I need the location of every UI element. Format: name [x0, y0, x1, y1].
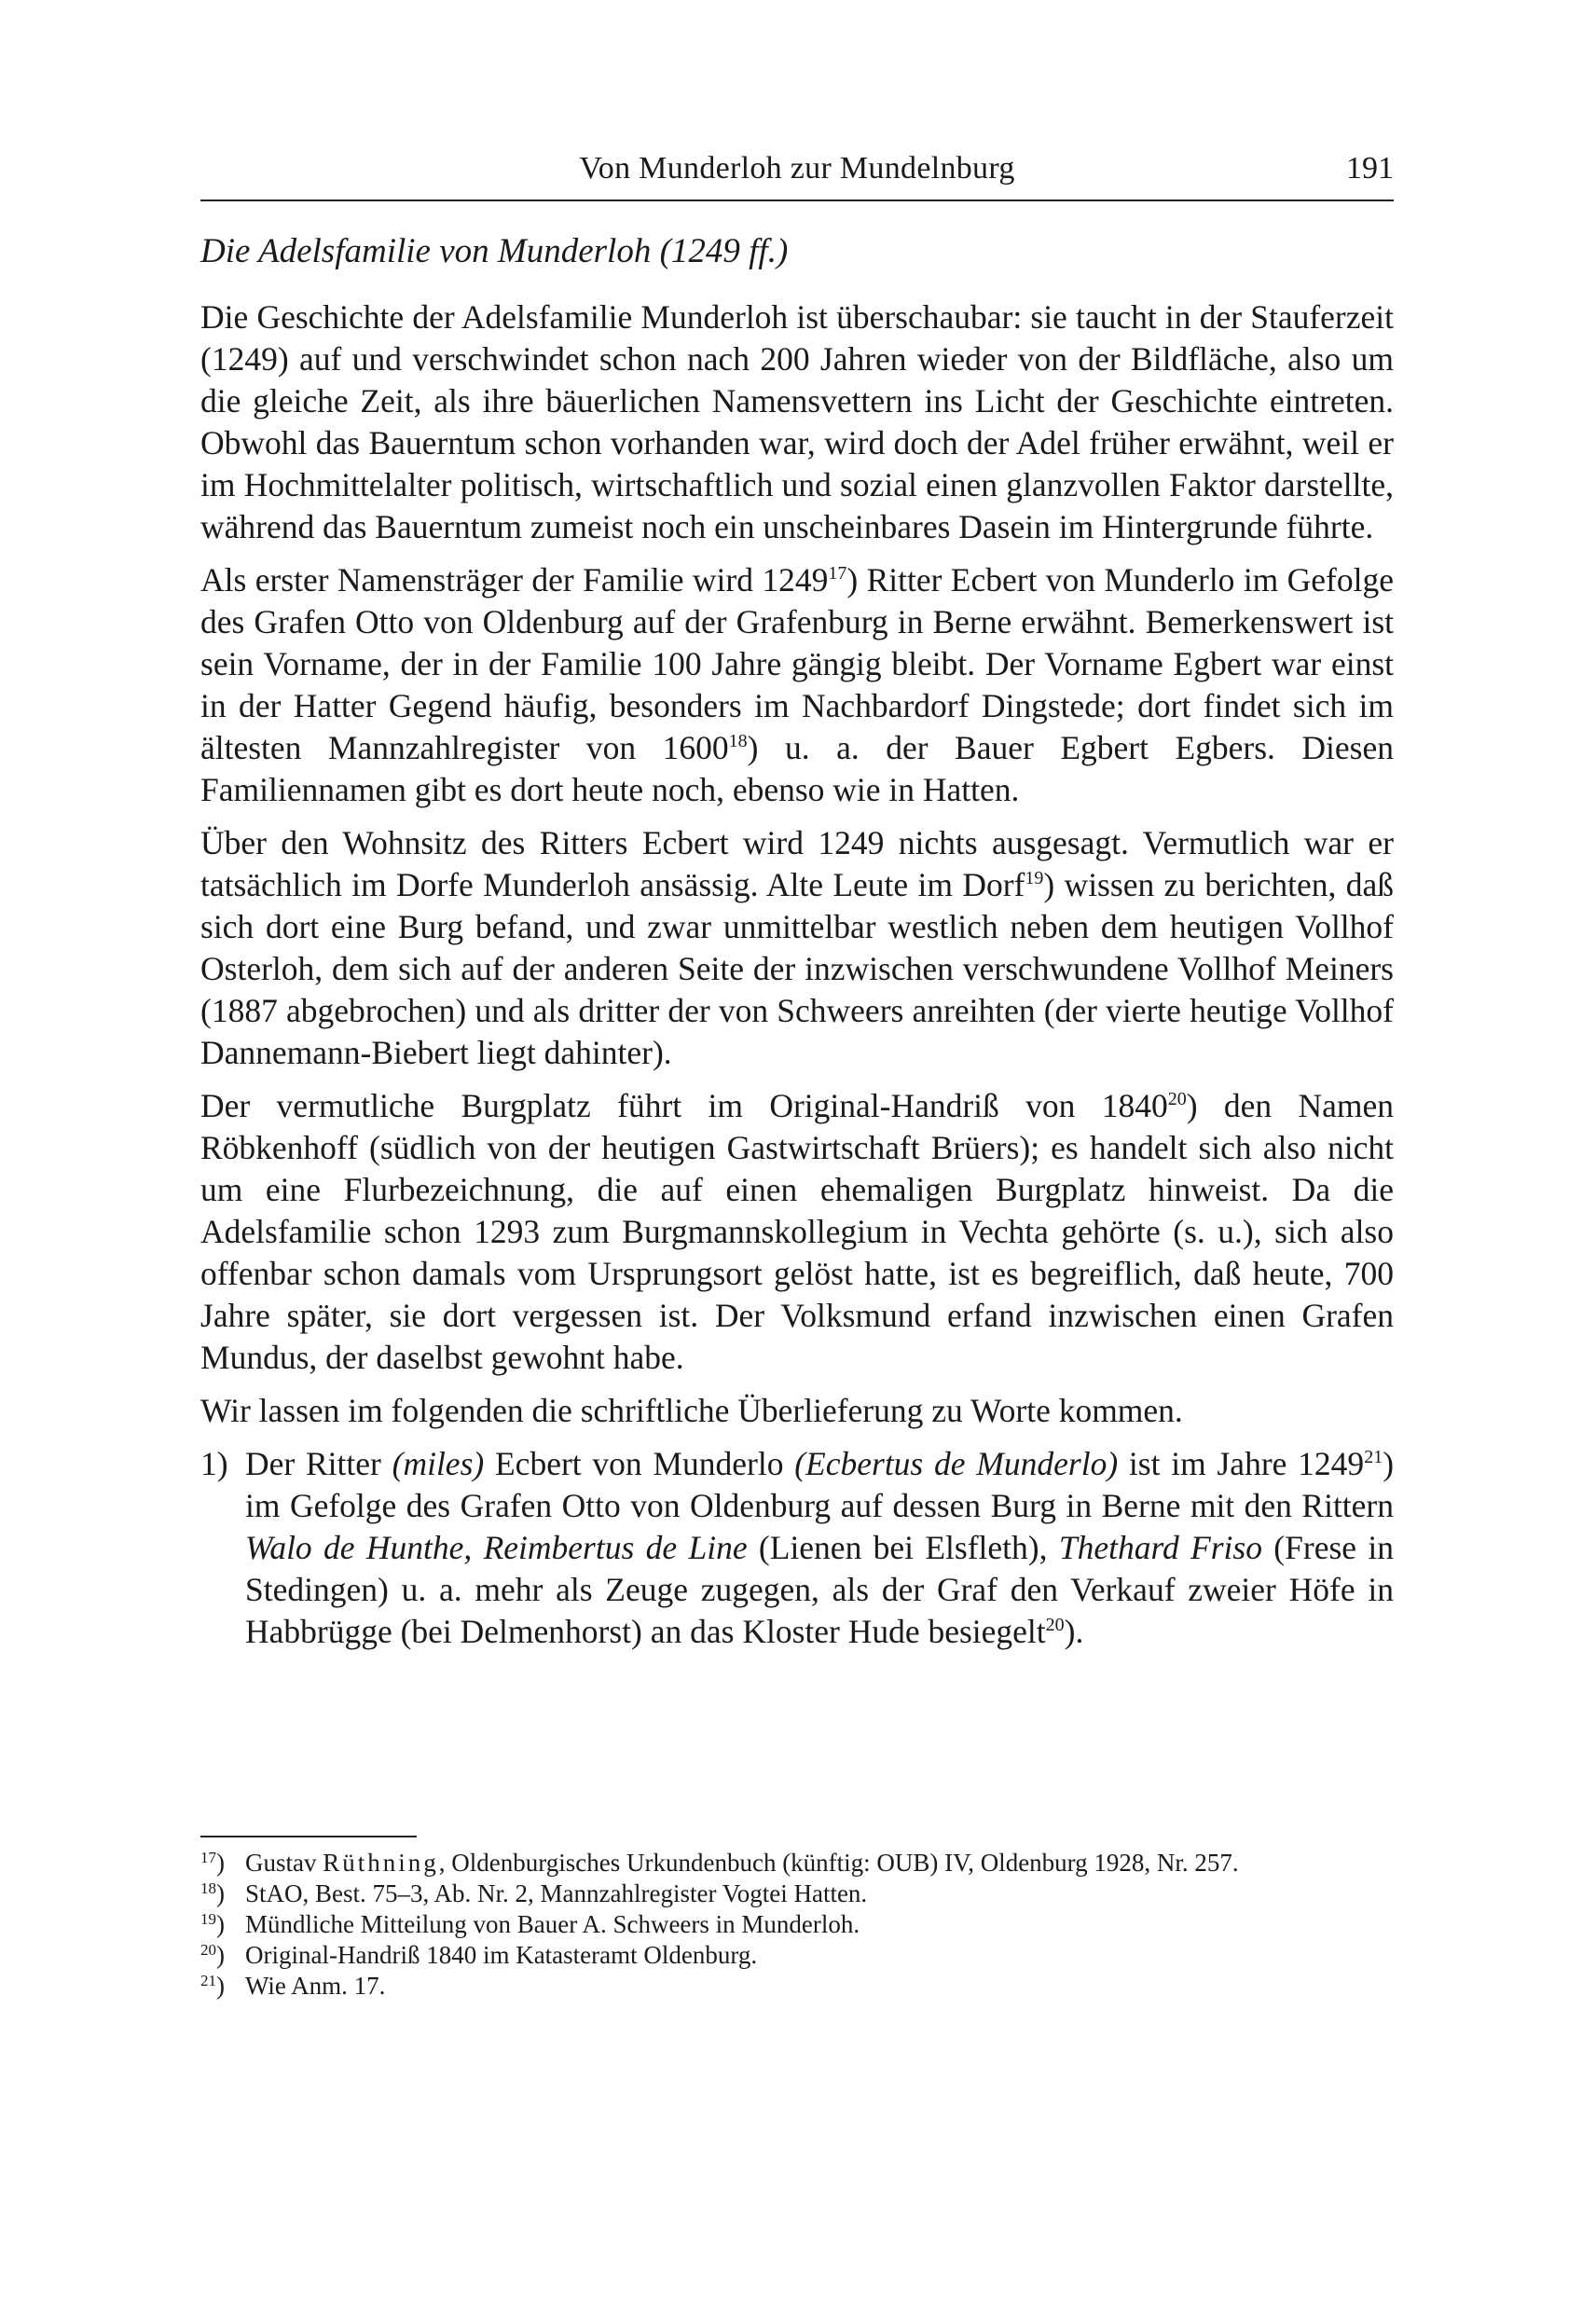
footnote-mark: $^{17}$) [200, 1849, 225, 1877]
footnote-ref-18: 18 [728, 731, 748, 751]
list-italic-3: Walo de Hunthe, Reimbertus de Line [245, 1529, 748, 1566]
footnote-lead: Gustav [245, 1849, 323, 1877]
footnote-19 [200, 1909, 1394, 1940]
list-italic-1: (miles) [392, 1445, 485, 1482]
paragraph-4-text-b: ) den Namen Röbkenhoff (südlich von der heutigen Gastwirtschaft Brüers); es handelt sich also nicht um eine Flurbezeichnung, die auf einen ehemaligen Burgplatz hinweist. Da die Adelsfamilie schon 1293 zum Burgmannskollegium in Vechta gehörte (s. u.), sich also offenbar schon damals vom Ursprungsort gelöst hatte, ist es begreiflich, daß heute, 700 Jahre später, sie dort vergessen ist. Der Volksmund erfand inzwischen einen Grafen Mundus, der daselbst gewohnt habe. [200, 1087, 1395, 1376]
footnote-mark: $^{18}$) [200, 1879, 225, 1907]
paragraph-4-text-a: Der vermutliche Burgplatz führt im Original-Handriß von 1840 [200, 1087, 1168, 1124]
footnote-text: Wie Anm. 17. [245, 1972, 386, 2000]
section-title: Die Adelsfamilie von Munderloh (1249 ff.) [200, 232, 789, 270]
footnote-ref-21: 21 [1364, 1447, 1383, 1467]
footnote-number: 20 [200, 1941, 216, 1959]
list-text-5: (Lienen bei Elsfleth), [747, 1529, 1059, 1566]
paragraph-4 [200, 1085, 1394, 1379]
footnote-21 [200, 1971, 1394, 2002]
footnote-text: Original-Handriß 1840 im Katasteramt Oldenburg. [245, 1941, 758, 1969]
paragraph-2-text-c: ) u. a. der Bauer Egbert Egbers. Diesen Familiennamen gibt es dort heute noch, ebenso wie in Hatten. [200, 729, 1395, 808]
footnote-mark: $^{21}$) [200, 1972, 225, 2000]
page-number: 191 [1346, 151, 1394, 186]
running-title: Von Munderloh zur Mundelnburg [579, 151, 1015, 186]
list-text-3: ist im Jahre 1249 [1118, 1445, 1365, 1482]
footnote-text: Mündliche Mitteilung von Bauer A. Schweers in Munderloh. [245, 1910, 860, 1938]
list-text-1: Der Ritter [245, 1445, 392, 1482]
footnote-mark: $^{19}$) [200, 1910, 225, 1938]
footnote-author: Rüthning [323, 1849, 439, 1877]
footnotes [200, 1848, 1394, 2002]
footnote-ref-19: 19 [1025, 868, 1044, 888]
running-head [200, 151, 1394, 201]
footnote-number: 21 [200, 1972, 216, 1989]
paragraph-2 [200, 559, 1394, 811]
list-italic-2: (Ecbertus de Munderlo) [794, 1445, 1119, 1482]
footnote-text [245, 1848, 1394, 1878]
list-text-6: (Frese in Stedingen) u. a. mehr als Zeuge zugegen, als der Graf den Verkauf zweier Höfe in Habbrügge (bei Delmenhorst) an das Kloster Hude besiegelt [245, 1529, 1394, 1650]
list-item-1 [200, 1443, 1394, 1653]
footnote-mark: $^{20}$) [200, 1941, 225, 1969]
footnote-18 [200, 1878, 1394, 1909]
list-item-text [245, 1443, 1394, 1653]
footnote-20 [200, 1940, 1394, 1971]
footnote-number: 17 [200, 1849, 216, 1866]
list-italic-4: Thethard Friso [1058, 1529, 1262, 1566]
footnote-text: StAO, Best. 75–3, Ab. Nr. 2, Mannzahlregister Vogtei Hatten. [245, 1879, 868, 1907]
footnote-number: 19 [200, 1910, 216, 1928]
paragraph-1: Die Geschichte der Adelsfamilie Munderloh ist überschaubar: sie taucht in der Stauferzeit (1249) auf und verschwindet schon nach 200 Jahren wieder von der Bildfläche, also um die gleiche Zeit, als ihre bäuerlichen Namensvettern ins Licht der Geschichte eintreten. Obwohl das Bauerntum schon vorhanden war, wird doch der Adel früher erwähnt, weil er im Hochmittelalter politisch, wirtschaftlich und sozial einen glanzvollen Faktor darstellte, während das Bauerntum zumeist noch ein unscheinbares Dasein im Hintergrunde führte. [200, 298, 1394, 545]
list-text-2: Ecbert von Munderlo [484, 1445, 795, 1482]
paragraph-3 [200, 822, 1394, 1074]
footnote-number: 18 [200, 1879, 216, 1897]
list-text-4: ) im Gefolge des Grafen Otto von Oldenburg auf dessen Burg in Berne mit den Rittern [245, 1445, 1395, 1524]
list-text-7: ). [1064, 1613, 1084, 1650]
paragraph-2-text-a: Als erster Namensträger der Familie wird 1249 [200, 561, 829, 599]
footnote-ref-20: 20 [1167, 1089, 1187, 1109]
footnote-ref-17: 17 [828, 563, 847, 584]
body-text [200, 296, 1394, 1653]
paragraph-2-text-b: ) Ritter Ecbert von Munderlo im Gefolge des Grafen Otto von Oldenburg auf der Grafenburg in Berne erwähnt. Bemerkenswert ist sein Vorname, der in der Familie 100 Jahre gängig bleibt. Der Vorname Egbert war einst in der Hatter Gegend häufig, besonders im Nachbardorf Dingstede; dort findet sich im ältesten Mannzahlregister von 1600 [200, 561, 1395, 766]
footnote-divider [200, 1836, 417, 1837]
footnote-ref-20b: 20 [1045, 1615, 1065, 1635]
paragraph-3-text-a: Über den Wohnsitz des Ritters Ecbert wird 1249 nichts ausgesagt. Vermutlich war er tatsächlich im Dorfe Munderloh ansässig. Alte Leute im Dorf [200, 824, 1394, 903]
paragraph-5: Wir lassen im folgenden die schriftliche Überlieferung zu Worte kommen. [200, 1392, 1183, 1429]
paragraph-3-text-b: ) wissen zu berichten, daß sich dort eine Burg befand, und zwar unmittelbar westlich neben dem heutigen Vollhof Osterloh, dem sich auf der anderen Seite der inzwischen verschwundene Vollhof Meiners (1887 abgebrochen) und als dritter der von Schweers anreihten (der vierte heutige Vollhof Dannemann-Biebert liegt dahinter). [200, 866, 1394, 1071]
footnote-17 [200, 1848, 1394, 1878]
footnote-rest: , Oldenburgisches Urkundenbuch (künftig: OUB) IV, Oldenburg 1928, Nr. 257. [438, 1849, 1239, 1877]
list-item-number: 1) [200, 1445, 228, 1482]
